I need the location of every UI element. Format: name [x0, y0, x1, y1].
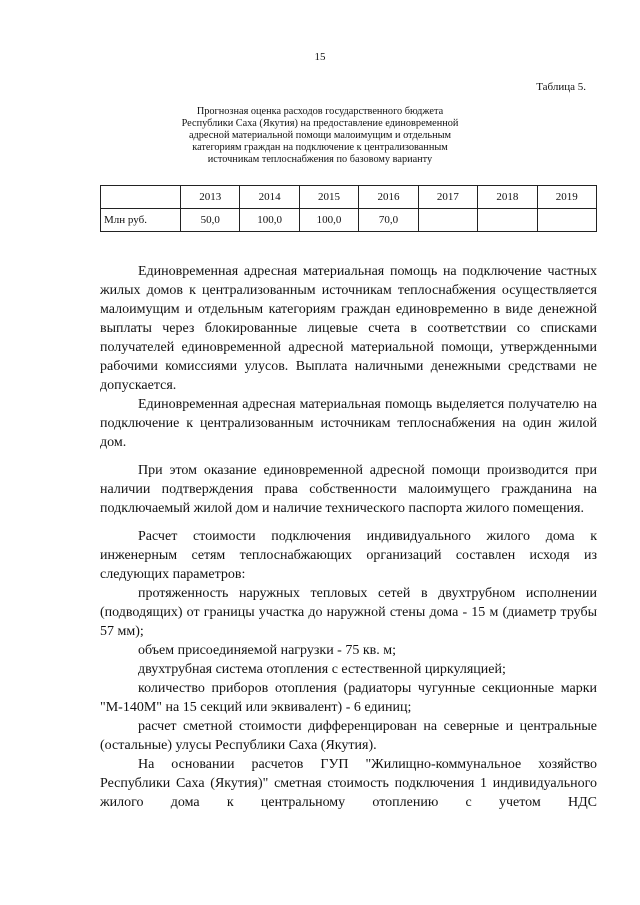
value-cell: 100,0 [240, 209, 299, 232]
table-corner-cell [101, 186, 181, 209]
value-cell [478, 209, 537, 232]
caption-line: источникам теплоснабжения по базовому варианту [207, 154, 433, 165]
paragraph: На основании расчетов ГУП "Жилищно-коммунальное хозяйство Республики Саха (Якутия)" сметная стоимость подключения 1 индивидуального жилого дома к центральному отоплению с учетом НДС [100, 757, 597, 810]
year-cell: 2014 [240, 186, 299, 209]
list-item: двухтрубная система отопления с естественной циркуляцией; [138, 662, 506, 677]
list-item: объем присоединяемой нагрузки - 75 кв. м; [138, 643, 397, 658]
table-caption [150, 106, 490, 166]
caption-line: Прогнозная оценка расходов государственного бюджета [196, 106, 444, 117]
paragraph: Расчет стоимости подключения индивидуального жилого дома к инженерным сетям теплоснабжающих организаций составлен исходя из следующих параметров: [100, 529, 597, 582]
value-cell [537, 209, 596, 232]
paragraph: При этом оказание единовременной адресной помощи производится при наличии подтверждения права собственности малоимущего гражданина на подключаемый жилой дом и наличие технического паспорта жилого помещения. [100, 463, 597, 516]
row-label-cell: Млн руб. [101, 209, 181, 232]
year-cell: 2018 [478, 186, 537, 209]
caption-line: категориям граждан на подключение к централизованным [192, 142, 448, 153]
list-item: протяженность наружных тепловых сетей в двухтрубном исполнении (подводящих) от границы участка до наружной стены дома - 15 м (диаметр трубы 57 мм); [100, 586, 597, 639]
value-cell: 100,0 [299, 209, 358, 232]
year-cell: 2017 [418, 186, 477, 209]
value-cell: 70,0 [359, 209, 418, 232]
year-cell: 2013 [181, 186, 240, 209]
caption-line: адресной материальной помощи малоимущим и отдельным [188, 130, 452, 141]
year-cell: 2015 [299, 186, 358, 209]
year-cell: 2019 [537, 186, 596, 209]
table-label: Таблица 5. [536, 81, 586, 93]
value-cell [418, 209, 477, 232]
list-item: расчет сметной стоимости дифференцирован на северные и центральные (остальные) улусы Республики Саха (Якутия). [100, 719, 597, 753]
page-number: 15 [314, 51, 326, 63]
paragraph: Единовременная адресная материальная помощь на подключение частных жилых домов к централизованным источникам теплоснабжения осуществляется малоимущим и отдельным категориям граждан единовременно в виде денежной выплаты через блокированные лицевые счета в соответствии со списками получателей единовременной адресной материальной помощи, утвержденными рабочими комиссиями улусов. Выплата наличными денежными средствами не допускается. [100, 264, 597, 393]
caption-line: Республики Саха (Якутия) на предоставление единовременной [181, 118, 459, 129]
value-cell: 50,0 [181, 209, 240, 232]
body-text [100, 262, 597, 821]
list-item: количество приборов отопления (радиаторы чугунные секционные марки "М-140М" на 15 секций или эквивалент) - 6 единиц; [100, 681, 597, 715]
paragraph: Единовременная адресная материальная помощь выделяется получателю на подключение к централизованным источникам теплоснабжения на один жилой дом. [100, 397, 597, 450]
forecast-table [100, 185, 597, 232]
table-header-row [101, 186, 597, 209]
year-cell: 2016 [359, 186, 418, 209]
table-row [101, 209, 597, 232]
